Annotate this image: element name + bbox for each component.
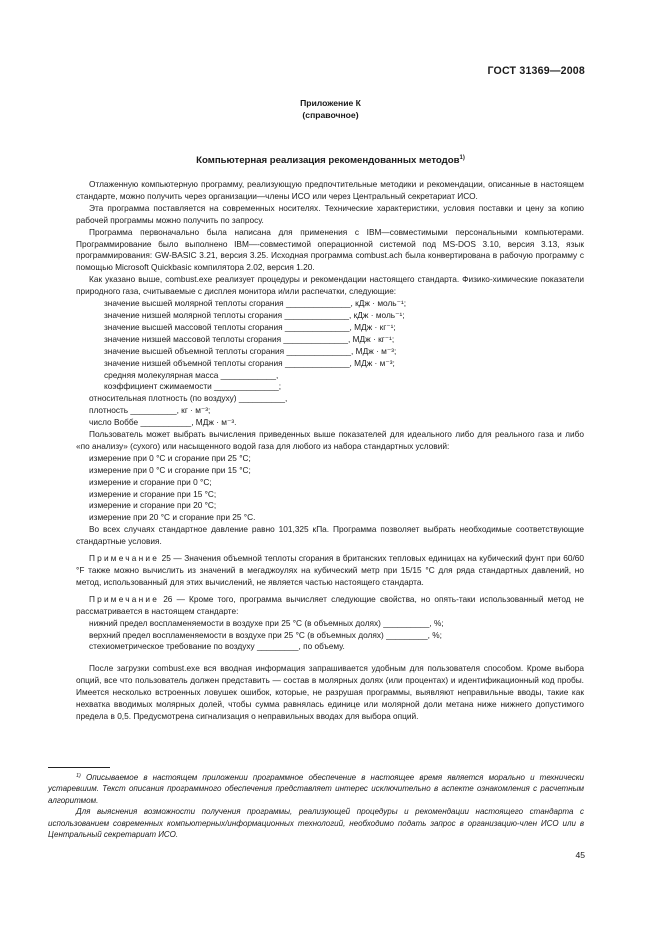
list-item: верхний предел воспламеняемости в воздухе при 25 °С (в объемных долях) _________, %;: [89, 629, 442, 640]
paragraph: После загрузки combust.exe вся вводная информация запрашивается удобным для пользователя способом. Кроме выбора опций, все что пользователь должен представить — состав в молярных долях (или процентах) и идентификационный код пробы. Имеется несколько встроенных ловушек ошибок, которые, не разрушая программы, выявляют неправильные вводы, такие как нехватка вводимых молярных долей, чтобы сумма равнялась единице или молярной доли метана ниже нижнего допустимого предела в 0,5. Предусмотрена сигнализация о неправильных вводах для выбора опций.: [76, 663, 584, 721]
paragraph: Эта программа поставляется на современных носителях. Технические характеристики, условия поставки и цену за копию рабочей программы можно получить по запросу.: [76, 202, 584, 225]
footnote-text: Описываемое в настоящем приложении программное обеспечение в настоящее время является морально и технически устаревшим. Текст описания программного обеспечения представляет интерес исключительно в аспекте ознакомления с расчетным алгоритмом.: [48, 773, 584, 805]
list-item: плотность __________, кг · м⁻³;: [89, 405, 211, 416]
body-text: [76, 179, 584, 723]
page-number: 45: [575, 850, 585, 860]
list-item: число Воббе ___________, МДж · м⁻³.: [89, 417, 237, 428]
list-item: значение низшей молярной теплоты сгорания ______________, кДж · моль⁻¹;: [104, 309, 405, 320]
standard-header: ГОСТ 31369—2008: [487, 65, 585, 77]
note-text: 25 — Значения объемной теплоты сгорания в британских тепловых единицах на кубический фунт при 60/60 °F также можно вычислить из значений в мегаджоулях на кубический метр при 15/15 °С для ряда стандартных давлений, но метод, использованный для этих вычислений, не является частью настоящего стандарта.: [76, 553, 584, 587]
paragraph: Программа первоначально была написана для применения с IBM—совместимыми персональными компьютерами. Программирование было выполнено IBM—-совместимой операционной системой под MS-DOS 3.10, версия 3.13, язык программирования: GW-BASIC 3.21, версия 3.25. Исходная программа combust.ach была конвертирована в рабочую программу с помощью Microsoft Quickbasic компилятора 2.02, версия 1.20.: [76, 226, 584, 273]
list-item: измерение и сгорание при 0 °С;: [89, 476, 212, 487]
list-item: значение высшей объемной теплоты сгорания ______________, МДж · м⁻³;: [104, 345, 397, 356]
list-item: стехиометрическое требование по воздуху _________, по объему.: [89, 641, 345, 652]
paragraph: Пользователь может выбрать вычисления приведенных выше показателей для идеального либо для реального газа и либо «по анализу» (сухого) или насыщенного водой газа для любого из набора стандартных условий:: [76, 429, 584, 451]
note-text: 26 — Кроме того, программа вычисляет следующие свойства, но опять-таки использованный метод не рассматривается в настоящем стандарте:: [76, 593, 584, 616]
list-item: измерение и сгорание при 20 °С;: [89, 500, 217, 511]
list-item: нижний предел воспламеняемости в воздухе при 25 °С (в объемных долях) __________, %;: [89, 617, 444, 628]
list-item: измерение при 20 °С и сгорание при 25 °С.: [89, 512, 256, 523]
note-label: Примечание: [89, 593, 160, 604]
paragraph: Как указано выше, combust.exe реализует процедуры и рекомендации настоящего стандарта. Физико-химические показатели природного газа, считываемые с дисплея монитора и/или распечатки, следующие:: [76, 274, 584, 297]
list-item: значение низшей объемной теплоты сгорания ______________, МДж · м⁻³;: [104, 357, 395, 368]
list-item: относительная плотность (по воздуху) __________,: [89, 393, 288, 404]
note-26: [76, 594, 584, 618]
footnote-separator: [48, 767, 110, 768]
list-item: значение низшей массовой теплоты сгорания ______________, МДж · кг⁻¹;: [104, 333, 395, 344]
paragraph: Во всех случаях стандартное давление равно 101,325 кПа. Программа позволяет выбрать необходимые соответствующие стандартные условия.: [76, 524, 584, 547]
footnote-2: Для выяснения возможности получения программы, реализующей процедуры и рекомендации настоящего стандарта с использованием современных компьютерных/информационных технологий, необходимо подать запрос в организацию-член ИСО или в Центральный секретариат ИСО.: [48, 807, 584, 840]
note-25: [76, 553, 584, 589]
footnotes: [48, 771, 584, 840]
note-label: Примечание: [89, 553, 160, 564]
annex-type: (справочное): [302, 110, 359, 120]
title-footnote-mark: 1): [459, 155, 465, 161]
list-item: измерение при 0 °С и сгорание при 25 °С;: [89, 452, 251, 463]
section-title-text: Компьютерная реализация рекомендованных методов: [196, 155, 460, 166]
paragraph: Отлаженную компьютерную программу, реализующую предпочтительные методики и рекомендации, описанные в настоящем стандарте, можно получить через организации—члены ИСО или через Центральный секретариат ИСО.: [76, 179, 584, 201]
list-item: средняя молекулярная масса ____________,: [104, 369, 279, 380]
list-item: значение высшей молярной теплоты сгорания ______________, кДж · моль⁻¹;: [104, 298, 407, 309]
footnote-1: [48, 771, 584, 806]
section-title: [0, 153, 661, 167]
annex-heading: [0, 97, 661, 121]
list-item: значение высшей массовой теплоты сгорания ______________, МДж · кг⁻¹;: [104, 321, 396, 332]
list-item: измерение и сгорание при 15 °С;: [89, 488, 217, 499]
list-item: коэффициент сжимаемости ______________;: [104, 381, 282, 392]
annex-title: Приложение К: [300, 98, 361, 108]
list-item: измерение при 0 °С и сгорание при 15 °С;: [89, 464, 251, 475]
footnote-mark: 1): [76, 773, 81, 779]
